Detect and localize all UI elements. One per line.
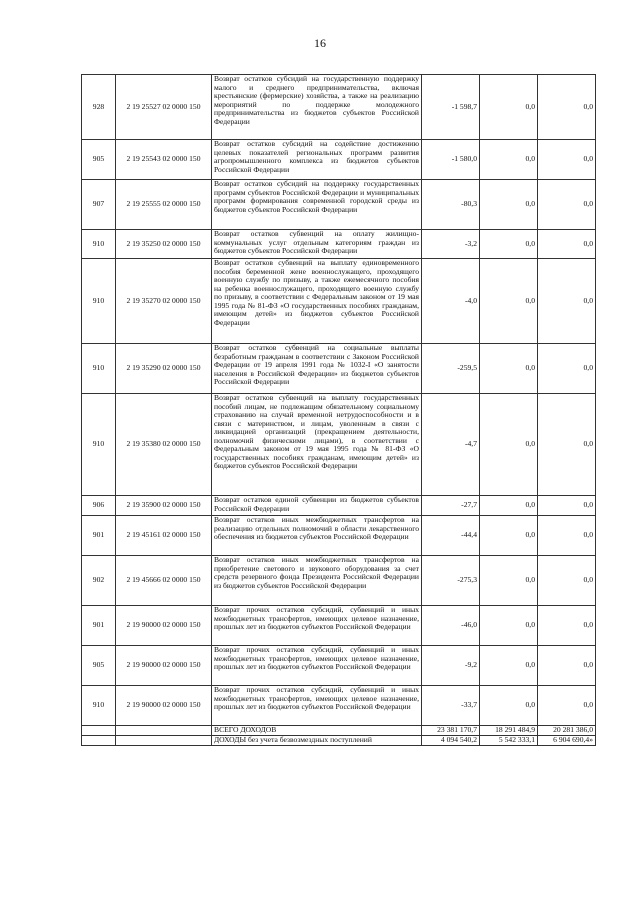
description-cell: Возврат остатков субвенций на выплату единовременного пособия беременной жене военнослужащего, проходящего военную службу по призыву, а также ежемесячного пособия на ребенка военнослужащего, проходящего военную службу по призыву, в соответствии с Федеральным законом от 19 мая 1995 года № 81-ФЗ «О государственных пособиях гражданам, имеющим детей» из бюджетов субъектов Российской Федерации [212, 259, 422, 344]
description-cell: Возврат прочих остатков субсидий, субвенций и иных межбюджетных трансфертов, имеющих целевое назначение, прошлых лет из бюджетов субъектов Российской Федерации [212, 606, 422, 646]
description-cell: Возврат остатков единой субвенции из бюджетов субъектов Российской Федерации [212, 496, 422, 516]
amount-2022-cell: 0,0 [480, 606, 538, 646]
table-body [82, 75, 596, 746]
amount-2022-cell: 0,0 [480, 686, 538, 726]
amount-2021-cell: -1 580,0 [422, 140, 480, 180]
amount-2022-cell: 0,0 [480, 516, 538, 556]
description-cell: Возврат остатков иных межбюджетных трансфертов на реализацию отдельных полномочий в области лекарственного обеспечения из бюджетов субъектов Российской Федерации [212, 516, 422, 556]
amount-2022-cell: 0,0 [480, 259, 538, 344]
page-number: 16 [314, 36, 326, 50]
amount-2021-cell: -46,0 [422, 606, 480, 646]
description-cell: Возврат прочих остатков субсидий, субвенций и иных межбюджетных трансфертов, имеющих целевое назначение, прошлых лет из бюджетов субъектов Российской Федерации [212, 686, 422, 726]
table-row [82, 75, 596, 140]
amount-2023-cell: 0,0 [538, 686, 596, 726]
budget-code-cell: 2 19 35250 02 0000 150 [116, 230, 212, 259]
amount-2021-cell: -80,3 [422, 180, 480, 230]
total-amount-2023-cell: 20 281 386,0 [538, 726, 596, 736]
amount-2023-cell: 0,0 [538, 646, 596, 686]
amount-2023-cell: 0,0 [538, 180, 596, 230]
amount-2023-cell: 0,0 [538, 606, 596, 646]
total-amount-2022-cell: 5 542 333,1 [480, 736, 538, 746]
total-amount-2021-cell: 4 094 540,2 [422, 736, 480, 746]
amount-2022-cell: 0,0 [480, 180, 538, 230]
admin-code-cell: 910 [82, 344, 116, 394]
amount-2021-cell: -275,3 [422, 556, 480, 606]
description-cell: Возврат прочих остатков субсидий, субвенций и иных межбюджетных трансфертов, имеющих целевое назначение, прошлых лет из бюджетов субъектов Российской Федерации [212, 646, 422, 686]
budget-code-cell: 2 19 35380 02 0000 150 [116, 394, 212, 496]
table-row [82, 180, 596, 230]
amount-2021-cell: -259,5 [422, 344, 480, 394]
amount-2022-cell: 0,0 [480, 646, 538, 686]
budget-code-cell: 2 19 45666 02 0000 150 [116, 556, 212, 606]
amount-2023-cell: 0,0 [538, 140, 596, 180]
budget-code-cell: 2 19 90000 02 0000 150 [116, 606, 212, 646]
amount-2021-cell: -3,2 [422, 230, 480, 259]
description-cell: Возврат остатков субвенций на выплату государственных пособий лицам, не подлежащим обязательному социальному страхованию на случай временной нетрудоспособности и в связи с материнством, и лицам, уволенным в связи с ликвидацией организаций (прекращением деятельности, полномочий физическими лицами), в соответствии с Федеральным законом от 19 мая 1995 года № 81-ФЗ «О государственных пособиях гражданам, имеющим детей» из бюджетов субъектов Российской Федерации [212, 394, 422, 496]
admin-code-cell: 902 [82, 556, 116, 606]
budget-code-cell: 2 19 25555 02 0000 150 [116, 180, 212, 230]
admin-code-cell: 901 [82, 606, 116, 646]
budget-code-cell: 2 19 90000 02 0000 150 [116, 686, 212, 726]
amount-2023-cell: 0,0 [538, 496, 596, 516]
admin-code-cell: 910 [82, 394, 116, 496]
total-amount-2021-cell: 23 381 170,7 [422, 726, 480, 736]
admin-code-cell: 910 [82, 686, 116, 726]
empty-cell [116, 726, 212, 736]
amount-2022-cell: 0,0 [480, 230, 538, 259]
amount-2021-cell: -44,4 [422, 516, 480, 556]
table-row [82, 556, 596, 606]
table-row [82, 646, 596, 686]
budget-code-cell: 2 19 35900 02 0000 150 [116, 496, 212, 516]
total-amount-2022-cell: 18 291 484,9 [480, 726, 538, 736]
revenue-table [81, 74, 596, 746]
description-cell: Возврат остатков субвенций на социальные выплаты безработным гражданам в соответствии с Законом Российской Федерации от 19 апреля 1991 года № 1032-I «О занятости населения в Российской Федерации» из бюджетов субъектов Российской Федерации [212, 344, 422, 394]
amount-2021-cell: -1 598,7 [422, 75, 480, 140]
amount-2021-cell: -9,2 [422, 646, 480, 686]
total-row [82, 736, 596, 746]
amount-2022-cell: 0,0 [480, 140, 538, 180]
table-row [82, 496, 596, 516]
table-row [82, 344, 596, 394]
empty-cell [116, 736, 212, 746]
budget-code-cell: 2 19 25527 02 0000 150 [116, 75, 212, 140]
table-row [82, 230, 596, 259]
total-label: ДОХОДЫ без учета безвозмездных поступлений [212, 736, 422, 746]
total-amount-2023-cell: 6 904 690,4» [538, 736, 596, 746]
amount-2022-cell: 0,0 [480, 344, 538, 394]
empty-cell [82, 726, 116, 736]
budget-code-cell: 2 19 25543 02 0000 150 [116, 140, 212, 180]
description-cell: Возврат остатков субсидий на содействие достижению целевых показателей региональных программ развития агропромышленного комплекса из бюджетов субъектов Российской Федерации [212, 140, 422, 180]
amount-2023-cell: 0,0 [538, 516, 596, 556]
amount-2023-cell: 0,0 [538, 75, 596, 140]
amount-2021-cell: -4,0 [422, 259, 480, 344]
table-row [82, 606, 596, 646]
table-row [82, 686, 596, 726]
admin-code-cell: 901 [82, 516, 116, 556]
amount-2023-cell: 0,0 [538, 230, 596, 259]
admin-code-cell: 906 [82, 496, 116, 516]
admin-code-cell: 928 [82, 75, 116, 140]
table-row [82, 394, 596, 496]
amount-2022-cell: 0,0 [480, 496, 538, 516]
total-label: ВСЕГО ДОХОДОВ [212, 726, 422, 736]
budget-code-cell: 2 19 45161 02 0000 150 [116, 516, 212, 556]
admin-code-cell: 905 [82, 140, 116, 180]
admin-code-cell: 910 [82, 259, 116, 344]
amount-2021-cell: -27,7 [422, 496, 480, 516]
description-cell: Возврат остатков субвенций на оплату жилищно-коммунальных услуг отдельным категориям граждан из бюджетов субъектов Российской Федерации [212, 230, 422, 259]
amount-2021-cell: -4,7 [422, 394, 480, 496]
budget-code-cell: 2 19 35290 02 0000 150 [116, 344, 212, 394]
amount-2023-cell: 0,0 [538, 394, 596, 496]
description-cell: Возврат остатков субсидий на государственную поддержку малого и среднего предпринимательства, включая крестьянские (фермерские) хозяйства, а также на реализацию мероприятий по поддержке молодежного предпринимательства из бюджетов субъектов Российской Федерации [212, 75, 422, 140]
table-row [82, 259, 596, 344]
admin-code-cell: 910 [82, 230, 116, 259]
amount-2022-cell: 0,0 [480, 75, 538, 140]
amount-2022-cell: 0,0 [480, 394, 538, 496]
amount-2023-cell: 0,0 [538, 259, 596, 344]
description-cell: Возврат остатков субсидий на поддержку государственных программ субъектов Российской Федерации и муниципальных программ формирования современной городской среды из бюджетов субъектов Российской Федерации [212, 180, 422, 230]
budget-code-cell: 2 19 35270 02 0000 150 [116, 259, 212, 344]
admin-code-cell: 907 [82, 180, 116, 230]
amount-2021-cell: -33,7 [422, 686, 480, 726]
amount-2023-cell: 0,0 [538, 556, 596, 606]
table-row [82, 516, 596, 556]
amount-2022-cell: 0,0 [480, 556, 538, 606]
table-row [82, 140, 596, 180]
empty-cell [82, 736, 116, 746]
total-row [82, 726, 596, 736]
description-cell: Возврат остатков иных межбюджетных трансфертов на приобретение светового и звукового оборудования за счет средств резервного фонда Президента Российской Федерации из бюджетов субъектов Российской Федерации [212, 556, 422, 606]
amount-2023-cell: 0,0 [538, 344, 596, 394]
budget-code-cell: 2 19 90000 02 0000 150 [116, 646, 212, 686]
admin-code-cell: 905 [82, 646, 116, 686]
